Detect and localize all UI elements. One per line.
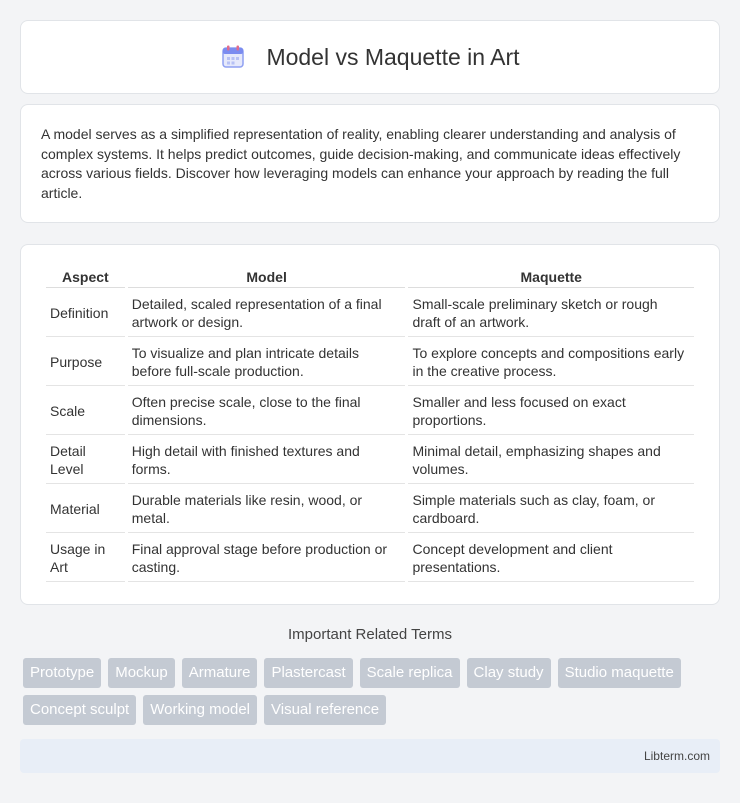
table-row [46,290,694,337]
row-maquette: Small-scale preliminary sketch or rough draft of an artwork. [408,290,694,337]
footer-site-link[interactable]: Libterm.com [643,749,710,763]
tag-clay-study[interactable]: Clay study [467,658,551,688]
comparison-table [43,264,697,584]
row-model: Durable materials like resin, wood, or metal. [128,486,406,533]
row-aspect: Purpose [46,339,125,386]
row-maquette: Simple materials such as clay, foam, or cardboard. [408,486,694,533]
tag-armature[interactable]: Armature [182,658,258,688]
header-aspect: Aspect [46,266,125,288]
row-aspect: Usage in Art [46,535,125,582]
comparison-table-card [20,244,720,605]
footer [20,739,720,773]
related-terms-list [23,658,723,725]
row-maquette: To explore concepts and compositions early in the creative process. [408,339,694,386]
row-aspect: Scale [46,388,125,435]
row-maquette: Smaller and less focused on exact proportions. [408,388,694,435]
tag-concept-sculpt[interactable]: Concept sculpt [23,695,136,725]
header-maquette: Maquette [408,266,694,288]
row-maquette: Minimal detail, emphasizing shapes and volumes. [408,437,694,484]
intro-card [20,104,720,223]
row-model: To visualize and plan intricate details before full-scale production. [128,339,406,386]
table-row [46,339,694,386]
row-aspect: Detail Level [46,437,125,484]
row-model: High detail with finished textures and forms. [128,437,406,484]
related-terms-title: Important Related Terms [288,626,452,643]
row-maquette: Concept development and client presentations. [408,535,694,582]
table-row [46,388,694,435]
tag-visual-reference[interactable]: Visual reference [264,695,386,725]
header-model: Model [128,266,406,288]
table-header-row [46,266,694,288]
table-row [46,535,694,582]
page-title: Model vs Maquette in Art [266,43,520,70]
table-row [46,486,694,533]
intro-text: A model serves as a simplified representation of reality, enabling clearer understanding and analysis of complex systems. It helps predict outcomes, guide decision-making, and communicate ideas effectively across various fields. Discover how leveraging models can enhance your approach by reading the full article. [41,126,681,201]
title-card [20,20,720,94]
table-row [46,437,694,484]
row-aspect: Material [46,486,125,533]
calendar-icon [220,44,246,70]
tag-plastercast[interactable]: Plastercast [264,658,352,688]
row-model: Final approval stage before production or casting. [128,535,406,582]
tag-mockup[interactable]: Mockup [108,658,175,688]
tag-scale-replica[interactable]: Scale replica [360,658,460,688]
row-aspect: Definition [46,290,125,337]
tag-studio-maquette[interactable]: Studio maquette [558,658,681,688]
tag-working-model[interactable]: Working model [143,695,257,725]
row-model: Detailed, scaled representation of a final artwork or design. [128,290,406,337]
row-model: Often precise scale, close to the final dimensions. [128,388,406,435]
tag-prototype[interactable]: Prototype [23,658,101,688]
